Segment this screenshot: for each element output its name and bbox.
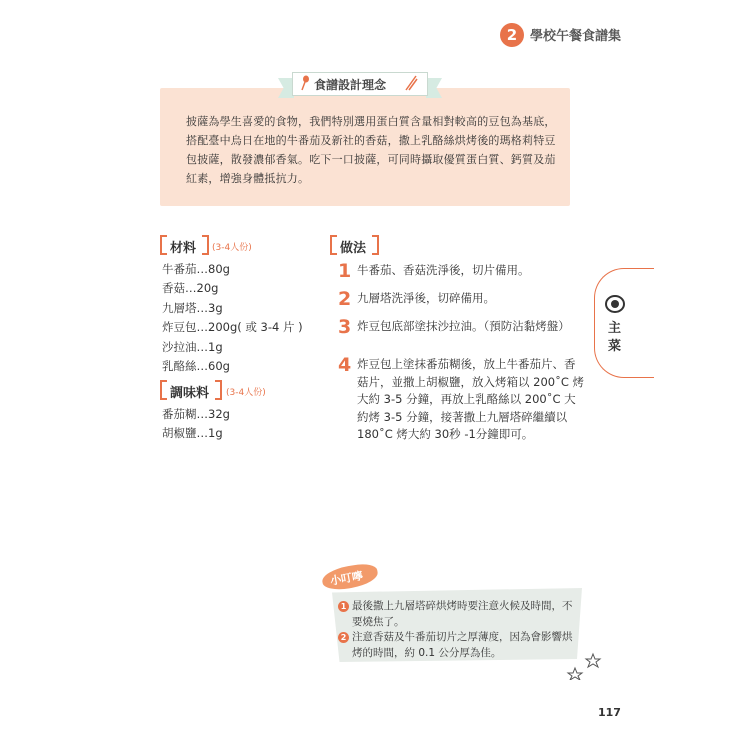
step-text: 炸豆包底部塗抹沙拉油。（預防沾黏烤盤）	[357, 319, 570, 333]
dish-icon	[604, 292, 626, 314]
page-number: 117	[598, 706, 621, 719]
ingredients-list	[162, 260, 303, 376]
step-number: 2	[338, 288, 352, 310]
ingredients-servings: (3-4人份)	[212, 243, 252, 253]
side-tab-main-dish	[594, 268, 654, 388]
step-number: 3	[338, 316, 352, 338]
ingredient-item: 九層塔…3g	[162, 300, 223, 315]
bracket-right	[202, 235, 209, 255]
concept-title: 食譜設計理念	[314, 78, 387, 92]
tip-number: 2	[338, 632, 349, 643]
ingredient-item: 沙拉油…1g	[162, 339, 223, 354]
chapter-title: 學校午餐食譜集	[530, 29, 622, 44]
step-number: 1	[338, 260, 352, 282]
decorative-stars-icon	[565, 650, 605, 680]
tip-text: 最後撒上九層塔碎烘烤時要注意火候及時間，不要燒焦了。	[352, 600, 573, 628]
concept-ribbon	[278, 68, 442, 100]
ingredient-item: 香菇…20g	[162, 281, 219, 296]
tip-text: 注意香菇及牛番茄切片之厚薄度，因為會影響烘烤的時間，約 0.1 公分厚為佳。	[352, 631, 573, 659]
bracket-left	[330, 235, 337, 255]
ingredients-title: 材料	[170, 241, 197, 256]
concept-text: 披薩為學生喜愛的食物，我們特別選用蛋白質含量相對較高的豆包為基底，搭配臺中烏日在地的牛番茄及新社的香菇，撒上乳酪絲烘烤後的瑪格莉特豆包披薩，散發濃郁香氣。吃下一口披薩，可同時攝取優質蛋白質、鈣質及茄紅素，增強身體抵抗力。	[186, 115, 556, 185]
bracket-right	[372, 235, 379, 255]
tip-number: 1	[338, 601, 349, 612]
chopsticks-icon	[404, 75, 418, 91]
step-number: 4	[338, 354, 352, 376]
tips-tag-label: 小叮嚀	[329, 569, 364, 588]
ingredient-item: 牛番茄…80g	[162, 262, 230, 276]
tip-item	[340, 599, 582, 630]
bracket-left	[160, 235, 167, 255]
ingredient-item: 炸豆包…200g( 或 3-4 片 )	[162, 320, 303, 335]
seasoning-title: 調味料	[170, 386, 210, 401]
seasoning-list	[162, 405, 230, 444]
tip-item	[340, 630, 582, 661]
step-text: 炸豆包上塗抹番茄糊後，放上牛番茄片、香菇片，並撒上胡椒鹽，放入烤箱以 200˚C 烤大約 3-5 分鐘，再放上乳酪絲以 200˚C 大約烤 3-5 分鐘，接著撒上九層塔碎繼續以 180˚C 烤大約 30秒 -1分鐘即可。	[357, 357, 585, 441]
method-title: 做法	[340, 241, 367, 256]
ingredient-item: 乳酪絲…60g	[162, 359, 230, 374]
step-text: 牛番茄、香菇洗淨後，切片備用。	[357, 263, 530, 277]
spoon-icon	[300, 75, 310, 91]
seasoning-item: 番茄糊…32g	[162, 407, 230, 421]
bracket-right	[215, 380, 222, 400]
chapter-number-badge: 2	[500, 23, 524, 47]
ribbon-tail-right	[426, 78, 442, 98]
side-tab-background	[594, 268, 654, 378]
tips-box	[322, 566, 600, 676]
side-tab-label: 主菜	[608, 321, 622, 354]
chapter-header	[494, 18, 622, 52]
seasoning-item: 胡椒鹽…1g	[162, 426, 223, 441]
bracket-left	[160, 380, 167, 400]
step-text: 九層塔洗淨後，切碎備用。	[357, 291, 495, 305]
seasoning-servings: (3-4人份)	[226, 388, 266, 398]
